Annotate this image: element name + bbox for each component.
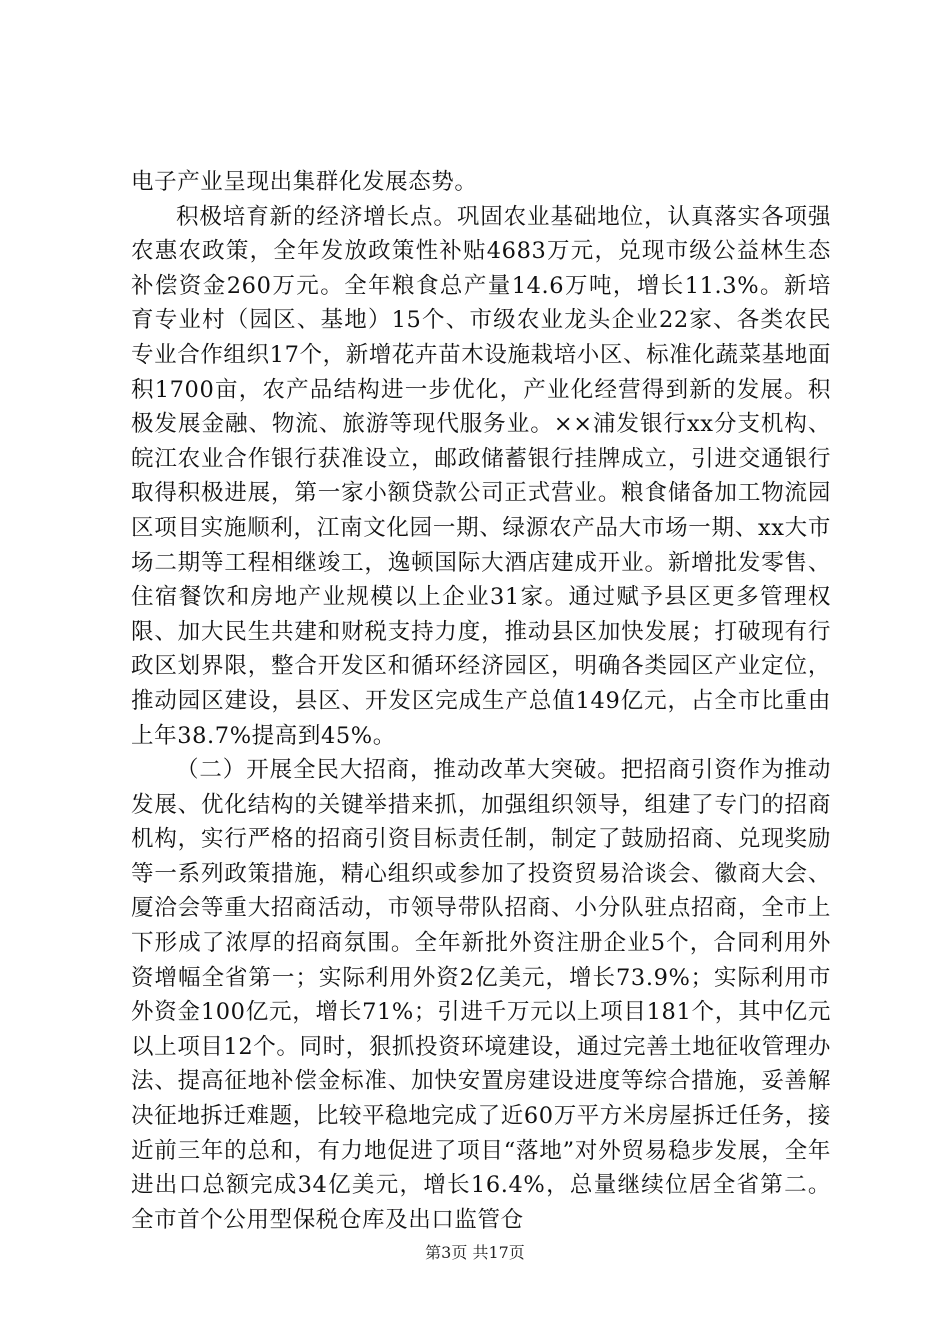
page-number-footer: 第3页 共17页 (425, 1243, 525, 1262)
paragraph-3: （二）开展全民大招商，推动改革大突破。把招商引资作为推动发展、优化结构的关键举措来抓，加强组织领导，组建了专门的招商机构，实行严格的招商引资目标责任制，制定了鼓励招商、兑现奖励等一系列政策措施，精心组织或参加了投资贸易洽谈会、徽商大会、厦洽会等重大招商活动，市领导带队招商、小分队驻点招商，全市上下形成了浓厚的招商氛围。全年新批外资注册企业5个，合同利用外资增幅全省第一；实际利用外资2亿美元，增长73.9%；实际利用市外资金100亿元，增长71%；引进千万元以上项目181个，其中亿元以上项目12个。同时，狠抓投资环境建设，通过完善土地征收管理办法、提高征地补偿金标准、加快安置房建设进度等综合措施，妥善解决征地拆迁难题，比较平稳地完成了近60万平方米房屋拆迁任务，接近前三年的总和，有力地促进了项目“落地”对外贸易稳步发展，全年进出口总额完成34亿美元，增长16.4%，总量继续位居全省第二。全市首个公用型保税仓库及出口监管仓 (131, 757, 831, 1233)
document-body (131, 165, 831, 1237)
paragraph-2: 积极培育新的经济增长点。巩固农业基础地位，认真落实各项强农惠农政策，全年发放政策性补贴4683万元，兑现市级公益林生态补偿资金260万元。全年粮食总产量14.6万吨，增长11.3%。新培育专业村（园区、基地）15个、市级农业龙头企业22家、各类农民专业合作组织17个，新增花卉苗木设施栽培小区、标准化蔬菜基地面积1700亩，农产品结构进一步优化，产业化经营得到新的发展。积极发展金融、物流、旅游等现代服务业。××浦发银行xx分支机构、皖江农业合作银行获准设立，邮政储蓄银行挂牌成立，引进交通银行取得积极进展，第一家小额贷款公司正式营业。粮食储备加工物流园区项目实施顺利，江南文化园一期、绿源农产品大市场一期、xx大市场二期等工程相继竣工，逸顿国际大酒店建成开业。新增批发零售、住宿餐饮和房地产业规模以上企业31家。通过赋予县区更多管理权限、加大民生共建和财税支持力度，推动县区加快发展；打破现有行政区划界限，整合开发区和循环经济园区，明确各类园区产业定位，推动园区建设，县区、开发区完成生产总值149亿元，占全市比重由上年38.7%提高到45%。 (131, 203, 831, 749)
paragraph-1: 电子产业呈现出集群化发展态势。 (131, 169, 478, 195)
